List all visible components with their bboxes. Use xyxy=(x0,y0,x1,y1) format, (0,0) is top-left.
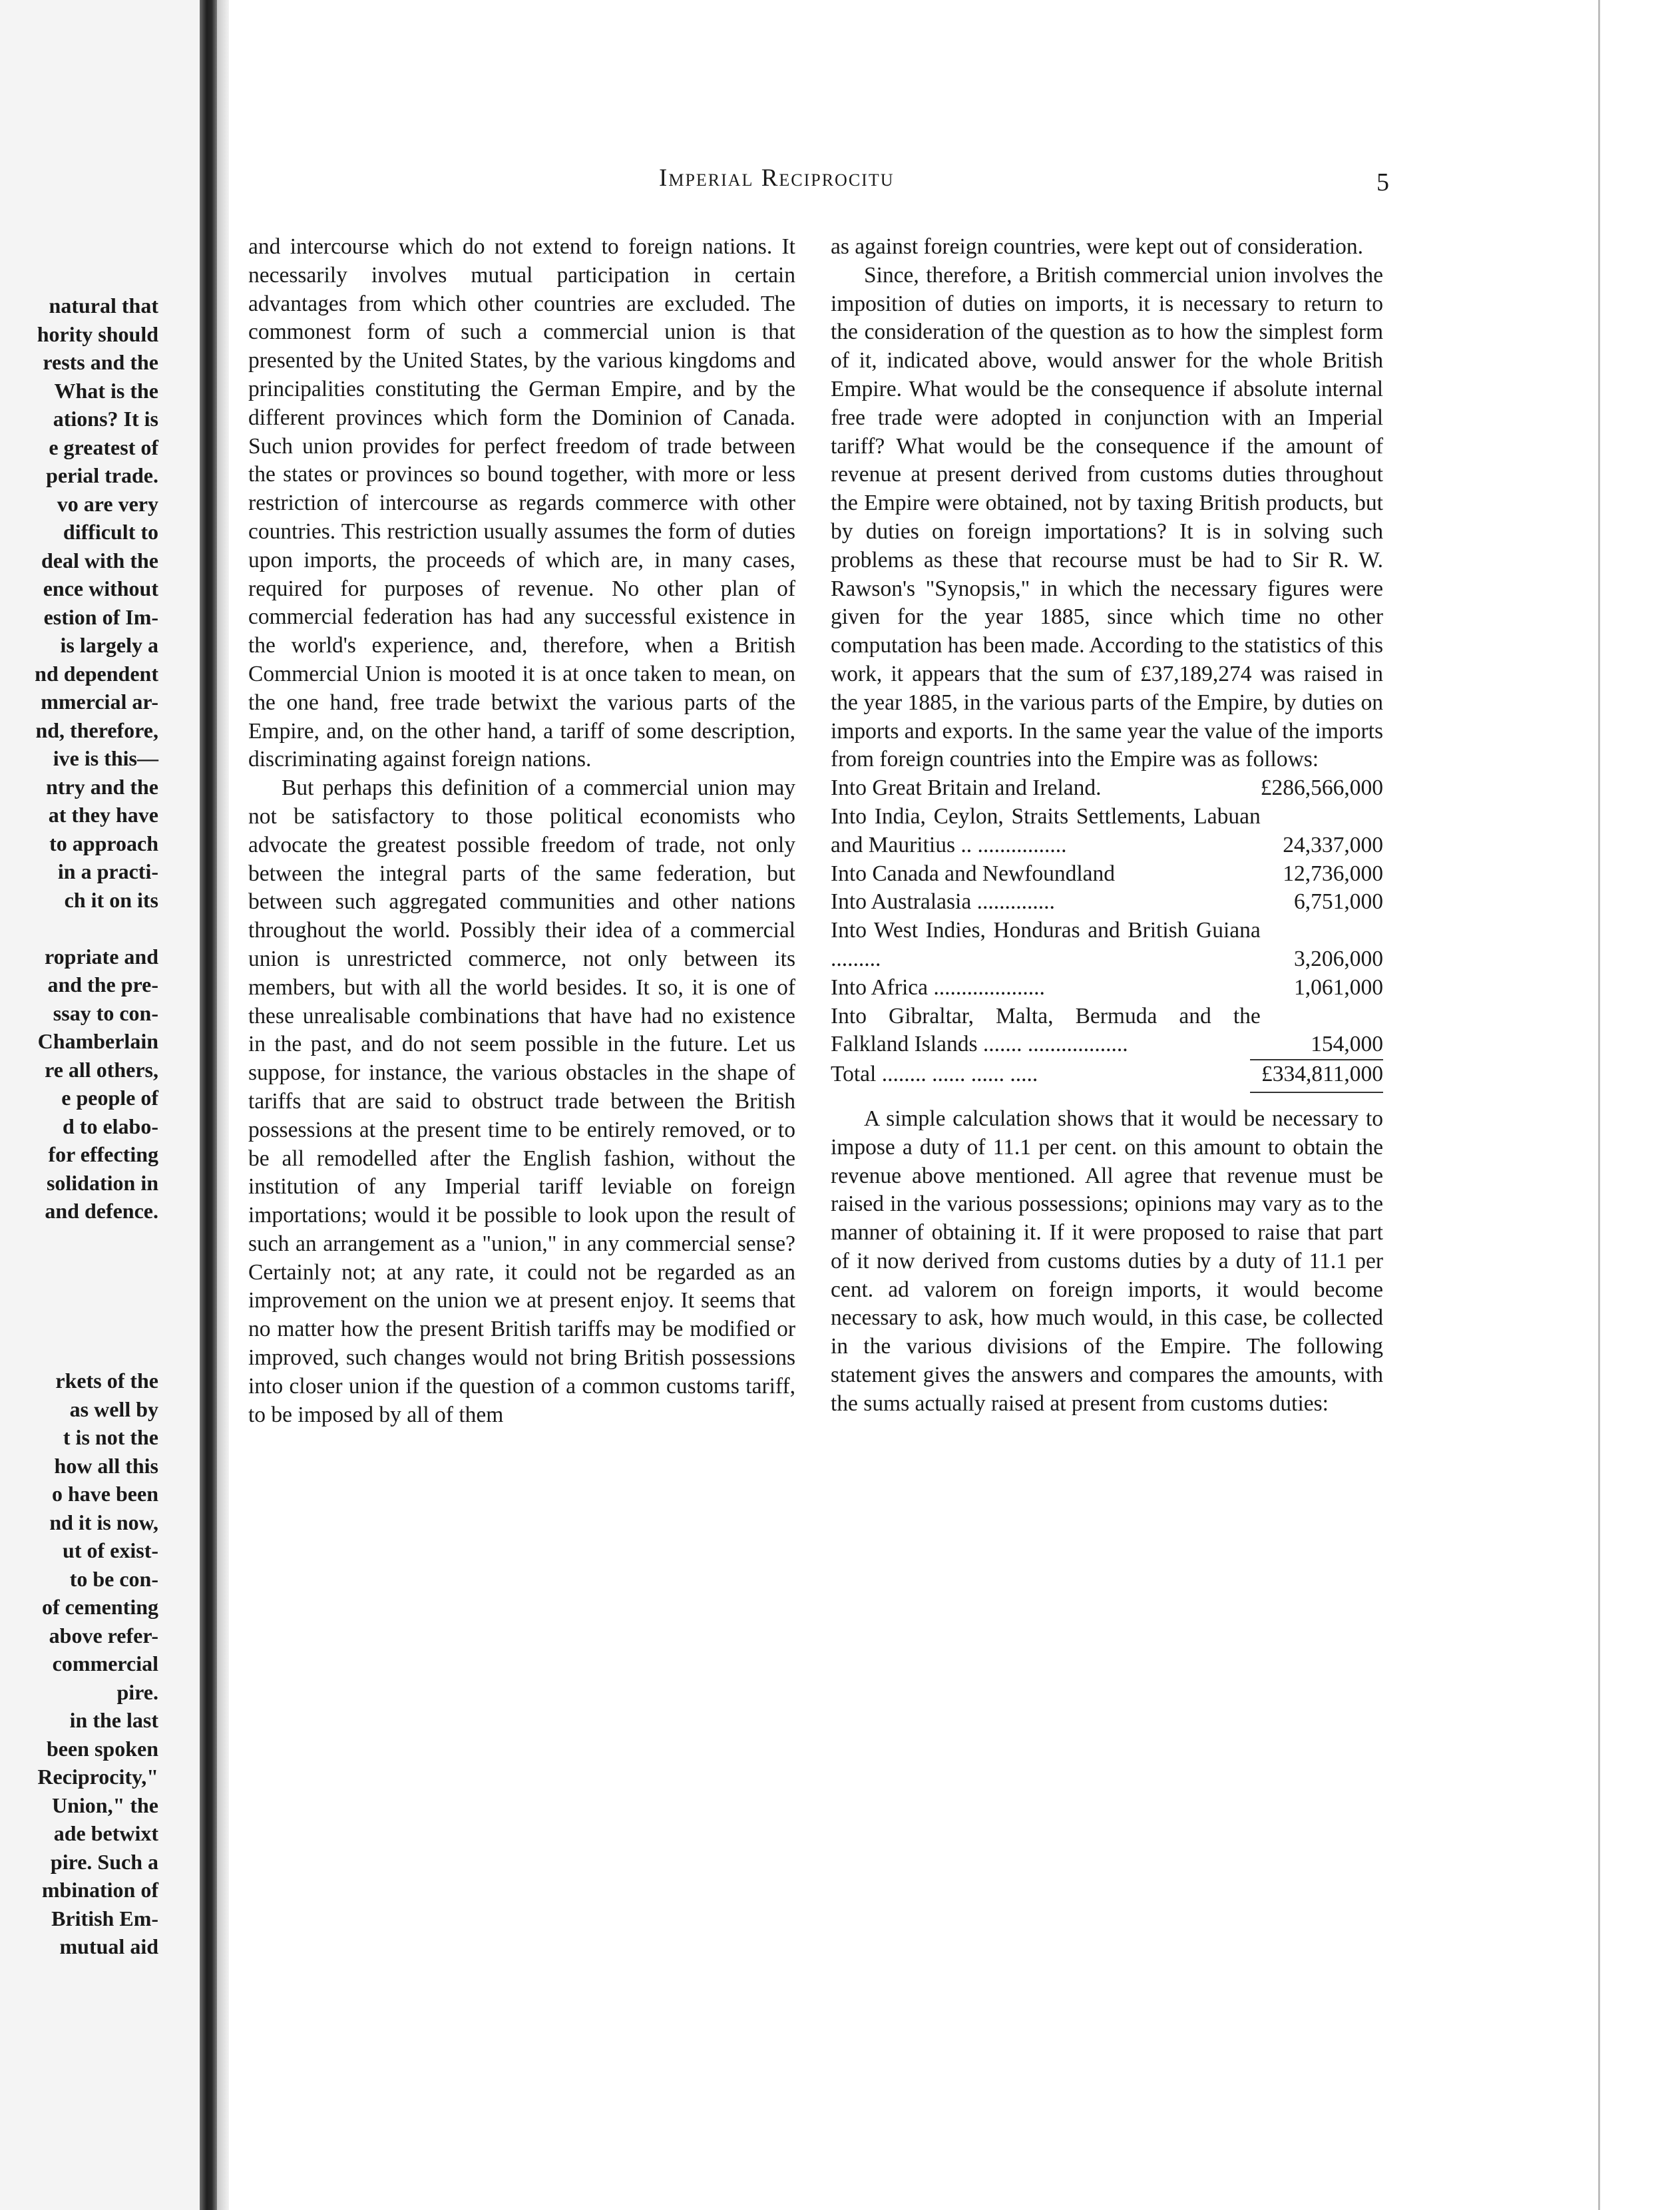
row-amount: 154,000 xyxy=(1311,1032,1383,1057)
facing-line: British Em- xyxy=(51,1906,158,1930)
facing-line: ntry and the xyxy=(46,774,158,799)
table-row xyxy=(831,974,1383,1002)
facing-line: and defence. xyxy=(45,1199,158,1223)
row-amount: 6,751,000 xyxy=(1294,889,1383,915)
page-edge xyxy=(1598,0,1680,2210)
facing-line: vo are very xyxy=(57,491,158,516)
facing-line: rkets of the xyxy=(55,1369,158,1393)
column-left xyxy=(248,233,795,1429)
facing-gap xyxy=(0,914,158,943)
imports-total xyxy=(831,1060,1383,1089)
facing-line: Chamberlain xyxy=(37,1029,158,1053)
row-amount: 24,337,000 xyxy=(1283,832,1383,857)
facing-line: been spoken xyxy=(46,1736,158,1761)
facing-gap xyxy=(0,1282,158,1311)
row-amount: 1,061,000 xyxy=(1294,975,1383,1000)
facing-line: and the pre- xyxy=(47,973,158,996)
facing-line: What is the xyxy=(54,378,158,403)
facing-line: mbination of xyxy=(41,1878,158,1902)
facing-line: as well by xyxy=(69,1397,158,1421)
row-label: Into Great Britain and Ireland. xyxy=(831,775,1102,801)
table-row xyxy=(831,860,1383,889)
table-row xyxy=(831,803,1383,860)
facing-line: to be con- xyxy=(69,1566,158,1591)
running-title: Imperial Reciprocitu xyxy=(659,164,895,192)
facing-line: nd dependent xyxy=(35,661,158,686)
row-label: Into Canada and Newfoundland xyxy=(831,861,1115,886)
facing-line: difficult to xyxy=(63,520,158,544)
facing-line: how all this xyxy=(54,1453,158,1478)
facing-line: perial trade. xyxy=(46,463,158,487)
facing-line: pire. xyxy=(116,1679,158,1704)
page-number: 5 xyxy=(1376,168,1389,196)
facing-gap xyxy=(0,1310,158,1339)
facing-line: to approach xyxy=(49,831,158,855)
facing-line: in a practi- xyxy=(57,859,158,883)
facing-line: e people of xyxy=(61,1086,158,1110)
facing-line: pire. Such a xyxy=(50,1849,158,1874)
facing-line: above refer- xyxy=(49,1623,158,1648)
facing-line: nd, therefore, xyxy=(35,718,158,742)
facing-line: of cementing xyxy=(41,1595,158,1619)
row-amount: 12,736,000 xyxy=(1283,861,1383,886)
facing-line: commercial xyxy=(52,1652,158,1675)
book-gutter xyxy=(200,0,217,2210)
facing-line: d to elabo- xyxy=(63,1114,158,1138)
total-rule xyxy=(1250,1092,1383,1093)
paragraph: and intercourse which do not extend to foreign nations. It necessarily involves mutual participation in certain advantages from which other countries are excluded. The commonest form of such a commercial union is that presented by the United States, by the various kingdoms and principalities constituting the German Empire, and by the different provinces which form the Dominion of Canada. Such union provides for perfect freedom of trade between the states or provinces so bound together, with more or less restriction of intercourse as regards commerce with other countries. This restriction usually assumes the form of duties upon imports, the proceeds of which are, in many cases, required for purposes of revenue. No other plan of commercial federation has had any successful existence in the world's experience, and, therefore, when a British Commercial Union is mooted it is at once taken to mean, on the one hand, free trade betwixt the various parts of the Empire, and, on the other hand, a tariff of some description, discriminating against foreign nations. xyxy=(248,234,795,772)
table-row xyxy=(831,1002,1383,1060)
facing-line: ade betwixt xyxy=(53,1821,158,1845)
column-right xyxy=(831,233,1383,1419)
row-label: Into India, Ceylon, Straits Settlements, Labuan and Mauritius .. ................ xyxy=(831,803,1267,857)
facing-line: ropriate and xyxy=(45,944,158,969)
facing-line: mutual aid xyxy=(59,1934,158,1958)
facing-line: ive is this— xyxy=(53,746,158,770)
facing-line: natural that xyxy=(49,294,158,318)
facing-line: e greatest of xyxy=(49,435,158,459)
row-label: Into Australasia .............. xyxy=(831,889,1055,915)
facing-line: in the last xyxy=(69,1708,158,1732)
facing-line: estion of Im- xyxy=(43,604,158,629)
gutter-shadow xyxy=(217,0,229,2210)
table-row xyxy=(831,888,1383,917)
total-label: Total ........ ...... ...... ..... xyxy=(831,1062,1038,1087)
facing-line: o have been xyxy=(52,1482,158,1506)
facing-page xyxy=(0,0,200,2210)
paragraph: Since, therefore, a British commercial union involves the imposition of duties on imports, it is necessary to return to the consideration of the question as to how the simplest form of it, indicated above, would answer for the whole British Empire. What would be the consequence if absolute internal free trade were adopted in conjunction with an Imperial tariff? What would be the consequence if the amount of revenue at present derived from customs duties throughout the Empire were obtained, not by taxing British products, but by duties on foreign importations? It is in solving such problems as these that recourse must be had to Sir R. W. Rawson's "Synopsis," in which the necessary figures were given for the year 1885, since which time no other computation has been made. According to the statistics of this work, it appears that the sum of £37,189,274 was raised in the year 1885, in the various parts of the Empire, by duties on imports and exports. In the same year the value of the imports from foreign countries into the Empire was as follows: xyxy=(831,262,1383,772)
facing-line: at they have xyxy=(48,803,158,827)
facing-line: ch it on its xyxy=(64,887,158,912)
facing-line: rests and the xyxy=(43,350,158,374)
row-label: Into Gibraltar, Malta, Bermuda and the Falkland Islands ....... .................. xyxy=(831,1003,1267,1057)
facing-line: nd it is now, xyxy=(49,1510,158,1534)
facing-line: ut of exist- xyxy=(63,1538,158,1562)
facing-page-text xyxy=(0,292,158,1961)
row-label: Into Africa .................... xyxy=(831,975,1045,1000)
facing-line: hority should xyxy=(37,322,158,346)
facing-line: ssay to con- xyxy=(53,1000,158,1025)
facing-gap xyxy=(0,1225,158,1254)
facing-line: re all others, xyxy=(45,1057,158,1082)
row-amount: 3,206,000 xyxy=(1294,946,1383,971)
facing-line: Union," the xyxy=(51,1793,158,1817)
facing-line: is largely a xyxy=(60,633,158,657)
imports-table xyxy=(831,774,1383,1059)
facing-line: t is not the xyxy=(63,1425,158,1449)
facing-line: ence without xyxy=(43,576,158,600)
facing-line: deal with the xyxy=(41,548,158,572)
paragraph: But perhaps this definition of a commercial union may not be satisfactory to those political economists who advocate the greatest possible freedom of trade, not only between the integral parts of the same federation, but between such aggregated communities and other nations throughout the world. Possibly their idea of a commercial union is unrestricted commerce, not only between its members, but with all the world besides. It so, it is one of these unrealisable combinations that have had no existence in the past, and do not seem possible in the future. Let us suppose, for instance, the various obstacles in the shape of tariffs that are said to obstruct trade between the British possessions at the present time to be entirely removed, or to be all remodelled after the English fashion, without the institution of any Imperial tariff leviable on foreign importations; would it be possible to look upon the result of such an arrangement as a "union," in any commercial sense? Certainly not; at any rate, it could not be regarded as an improvement on the union we at present enjoy. It seems that no matter how the present British tariffs may be modified or improved, such changes would not bring British possessions into closer union if the question of a common customs tariff, to be imposed by all of them xyxy=(248,775,795,1427)
facing-gap xyxy=(0,1253,158,1282)
total-amount: £334,811,000 xyxy=(1261,1062,1383,1087)
facing-line: mmercial ar- xyxy=(41,690,158,714)
total-row xyxy=(831,1060,1383,1089)
row-amount: £286,566,000 xyxy=(1260,775,1383,801)
facing-gap xyxy=(0,1339,158,1367)
table-row xyxy=(831,917,1383,974)
paragraph: as against foreign countries, were kept out of consideration. xyxy=(831,234,1364,259)
facing-line: for effecting xyxy=(48,1142,158,1166)
facing-line: solidation in xyxy=(46,1170,158,1195)
facing-line: Reciprocity," xyxy=(37,1765,158,1789)
facing-line: ations? It is xyxy=(53,407,158,431)
paragraph: A simple calculation shows that it would be necessary to impose a duty of 11.1 per cent. on this amount to obtain the revenue above mentioned. All agree that revenue must be raised in the various possessions; opinions may vary as to the manner of obtaining it. If it were proposed to raise that part of it now derived from customs duties by a duty of 11.1 per cent. ad valorem on foreign imports, it would become necessary to ask, how much would, in this case, be collected in the various divisions of the Empire. The following statement gives the answers and compares the amounts, with the sums actually raised at present from customs duties: xyxy=(831,1106,1383,1416)
row-label: Into West Indies, Honduras and British Guiana ......... xyxy=(831,918,1267,971)
table-row xyxy=(831,774,1383,803)
